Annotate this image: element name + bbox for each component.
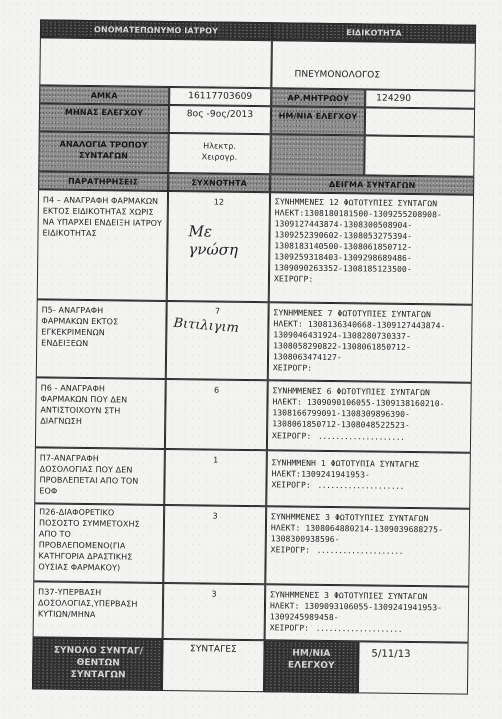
row-frequency-value: 3 [212,511,218,521]
date-value: 5/11/13 [371,648,411,660]
sample-line: ΣΥΝΗΜΜΕΝΕΣ 6 ΦΩΤΟΤΥΠΙΕΣ ΣΥΝΤΑΓΩΝ [272,386,430,398]
handwritten-rx-label: ΧΕΙΡΟΓΡ: [270,545,311,555]
sample-line: 1309127443874-1308300508904- [274,219,413,230]
date-value-cell [358,641,469,694]
row-p26-finding [33,503,164,583]
date-label-cell [264,640,359,693]
sample-line: 1308183140500-1308061850712- [274,241,413,252]
row-finding-text: Π37-ΥΠΕΡΒΑΣΗ ΔΟΣΟΛΟΓΙΑΣ,ΥΠΕΡΒΑΣΗ ΚΥΤΙΩΝ/ΜΗΝΑ [37,587,138,620]
sample-line: 1308166799091-1308309896390- [272,408,411,419]
row-p4-finding [37,189,168,301]
amka-value-cell [169,87,271,106]
specialty-value-cell [271,40,476,90]
col-finding-label: ΠΑΡΑΤΗΡΗΣΕΙΣ [67,176,139,187]
month-value: 8ος -9ος/2013 [186,109,254,121]
control-label-cell [271,106,365,135]
rx-type-label: ΑΝΑΛΟΓΙΑ ΤΡΟΠΟΥ ΣΥΝΤΑΓΩΝ [59,139,148,161]
date-label: ΗΜ/ΝΙΑ ΕΛΕΓΧΟΥ [287,648,335,672]
row-finding-text: Π26-ΔΙΑΦΟΡΕΤΙΚΟ ΠΟΣΟΣΤΟ ΣΥΜΜΕΤΟΧΗΣ ΑΠΟ ΤΟ ΠΡΟΒΛΕΠΟΜΕΝΟ(ΓΙΑ ΚΑΤΗΓΟΡΙΑ ΔΡΑΣΤΙΚΗΣ ΟΥΣΙΑΣ ΦΑΡΜΑΚΟΥ) [38,507,140,573]
row-p5-finding [36,299,167,379]
handwritten-rx-line: .................... [318,431,405,442]
sample-line: ΣΥΝΗΜΜΕΝΕΣ 7 ΦΩΤΟΤΥΠΙΕΣ ΣΥΝΤΑΓΩΝ [273,308,431,320]
col-frequency-header [168,173,270,192]
row-frequency-value: 3 [211,589,217,599]
handwritten-rx-label: ΧΕΙΡΟΓΡ: [271,480,311,490]
handwritten-rx-line: .................... [317,480,404,491]
doctor-label: ΟΝΟΜΑΤΕΠΩΝΥΜΟ ΙΑΤΡΟΥ [93,25,219,36]
row-p5-samples [268,302,473,382]
sample-line: 1309090263352-1308185123500- [274,263,412,274]
control-value-cell [365,107,475,136]
sample-line: 1309046431924-1308280730337- [273,330,412,341]
handwritten-rx-label: ΧΕΙΡΟΓΡ: [272,363,313,373]
prescriptions-label: ΣΥΝΤΑΓΕΣ [190,644,237,655]
doctor-name-cell [39,37,272,88]
handwritten-note: Με γνώση [188,222,239,259]
sample-line: 1309259318403-1309298689486- [274,252,412,263]
sample-line: ΣΥΝΗΜΜΕΝΕΣ 12 ΦΩΤΟΤΥΠΙΕΣ ΣΥΝΤΑΓΩΝ [274,197,438,209]
registry-value-cell [365,89,475,108]
row-p5-frequency [166,301,269,380]
col-finding-header [38,171,168,191]
row-p6-samples [267,380,472,452]
row-p7-samples [266,450,471,508]
row-p37-samples [265,584,470,642]
row-p26-frequency [163,505,266,584]
handwritten-rx-line: .................... [316,545,404,556]
amka-value: 16117703609 [188,91,253,103]
sample-line: ΣΥΝΗΜΜΕΝΕΣ 3 ΦΩΤΟΤΥΠΙΕΣ ΣΥΝΤΑΓΩΝ [271,512,429,524]
specialty-label: ΕΙΔΙΚΟΤΗΤΑ [346,28,402,38]
row-p7-frequency [164,449,267,506]
handwritten-rx-label: ΧΕΙΡΟΓΡ: [272,431,312,441]
row-frequency-value: 1 [213,455,219,465]
sample-line: ΗΛΕΚΤ: 1309093106055-1309241941953- [269,601,443,613]
rx-type-value: Ηλεκτρ. Χειρογρ. [201,141,238,162]
row-p6-finding [35,377,166,449]
month-label-cell [39,103,169,133]
row-p37-finding [33,581,164,639]
sample-line: ΣΥΝΗΜΜΕΝΗ 1 ΦΩΤΟΤΥΠΙΑ ΣΥΝΤΑΓΗΣ [271,458,420,470]
row-p37-frequency [163,583,266,640]
row-p26-samples [265,506,470,586]
sample-line: 1308058290822-1308061850712- [273,341,411,352]
handwritten-rx-label: ΧΕΙΡΟΓΡ: [273,274,314,284]
handwritten-rx-line: .................... [315,623,403,634]
row-frequency-value: 12 [213,197,225,207]
registry-value: 124290 [376,93,412,104]
sample-line: 1309252390602-1308053275394- [274,230,413,241]
rx-spacer-white [364,135,474,176]
sample-line: 1308063474127- [272,352,342,363]
amka-label-cell [39,85,169,105]
rx-type-value-cell [168,133,270,174]
row-p4-samples [269,192,474,304]
col-samples-label: ΔΕΙΓΜΑ ΣΥΝΤΑΓΩΝ [328,179,416,191]
sample-line: ΗΛΕΚΤ: 1308136340668-1309127443874- [273,319,446,331]
prescriptions-cell [162,639,265,692]
sample-line: 1308061850712-1308048522523- [272,419,410,430]
row-finding-text: Π7-ΑΝΑΓΡΑΦΗ ΔΟΣΟΛΟΓΙΑΣ ΠΟΥ ΔΕΝ ΠΡΟΒΛΕΠΕΤΑΙ ΑΠΟ ΤΟΝ ΕΟΦ [39,453,139,496]
specialty-value: ΠΝΕΥΜΟΝΟΛΟΓΟΣ [294,69,381,81]
sample-line: ΗΛΕΚΤ: 1309090106055-1309138160210- [272,397,445,409]
month-label: ΜΗΝΑΣ ΕΛΕΓΧΟΥ [64,107,144,118]
row-finding-text: Π5- ΑΝΑΓΡΑΦΗ ΦΑΡΜΑΚΩΝ ΕΚΤΟΣ ΕΓΚΕΚΡΙΜΕΝΩΝ ΕΝΔΕΙΞΕΩΝ [41,305,119,349]
col-frequency-label: ΣΥΧΝΟΤΗΤΑ [191,178,248,188]
sample-line: ΗΛΕΚΤ: 1308064880214-1309039688275- [270,523,444,535]
sample-line: 1309245989458- [269,612,339,623]
handwritten-rx-label: ΧΕΙΡΟΓΡ: [269,623,310,633]
row-finding-text: Π6 - ΑΝΑΓΡΑΦΗ ΦΑΡΜΑΚΩΝ ΠΟΥ ΔΕΝ ΑΝΤΙΣΤΟΙΧΟΥΝ ΣΤΗ ΔΙΑΓΝΩΣΗ [40,383,128,426]
amka-label: ΑΜΚΑ [90,91,118,101]
row-finding-text: Π4 – ΑΝΑΓΡΑΦΗ ΦΑΡΜΑΚΩΝ ΕΚΤΟΣ ΕΙΔΙΚΟΤΗΤΑΣ ΧΩΡΙΣ ΝΑ ΥΠΑΡΧΕΙ ΕΝΔΕΙΞΗ ΙΑΤΡΟΥ ΕΙΔΙΚΟΤΗΤΑΣ [42,195,163,239]
total-label: ΣΥΝΟΛΟ ΣΥΝΤΑΓ/ΘΕΝΤΩΝ ΣΥΝΤΑΓΩΝ [53,645,144,681]
row-p6-frequency [165,379,268,450]
month-value-cell [169,105,271,134]
row-p7-finding [34,447,165,505]
rx-spacer-gray [270,134,364,175]
row-p4-frequency [167,191,270,302]
rx-type-label-cell [38,131,168,173]
row-frequency-value: 7 [214,306,221,316]
row-frequency-value: 6 [213,385,220,395]
control-label: ΗΜ/ΝΙΑ ΕΛΕΓΧΟΥ [278,111,358,122]
sample-line: ΣΥΝΗΜΜΕΝΕΣ 3 ΦΩΤΟΤΥΠΙΕΣ ΣΥΝΤΑΓΩΝ [270,590,428,602]
registry-label-cell [271,88,365,107]
registry-label: ΑΡ.ΜΗΤΡΩΟΥ [287,93,349,104]
handwritten-note: Βιτιλιγιm [172,315,240,337]
total-label-cell [32,637,163,691]
sample-line: 1308300938596- [270,534,340,545]
sample-line: ΗΛΕΚΤ:1309241941953- [271,469,370,480]
sample-line: ΗΛΕΚΤ:1308180181500-1309255208908- [274,208,443,220]
